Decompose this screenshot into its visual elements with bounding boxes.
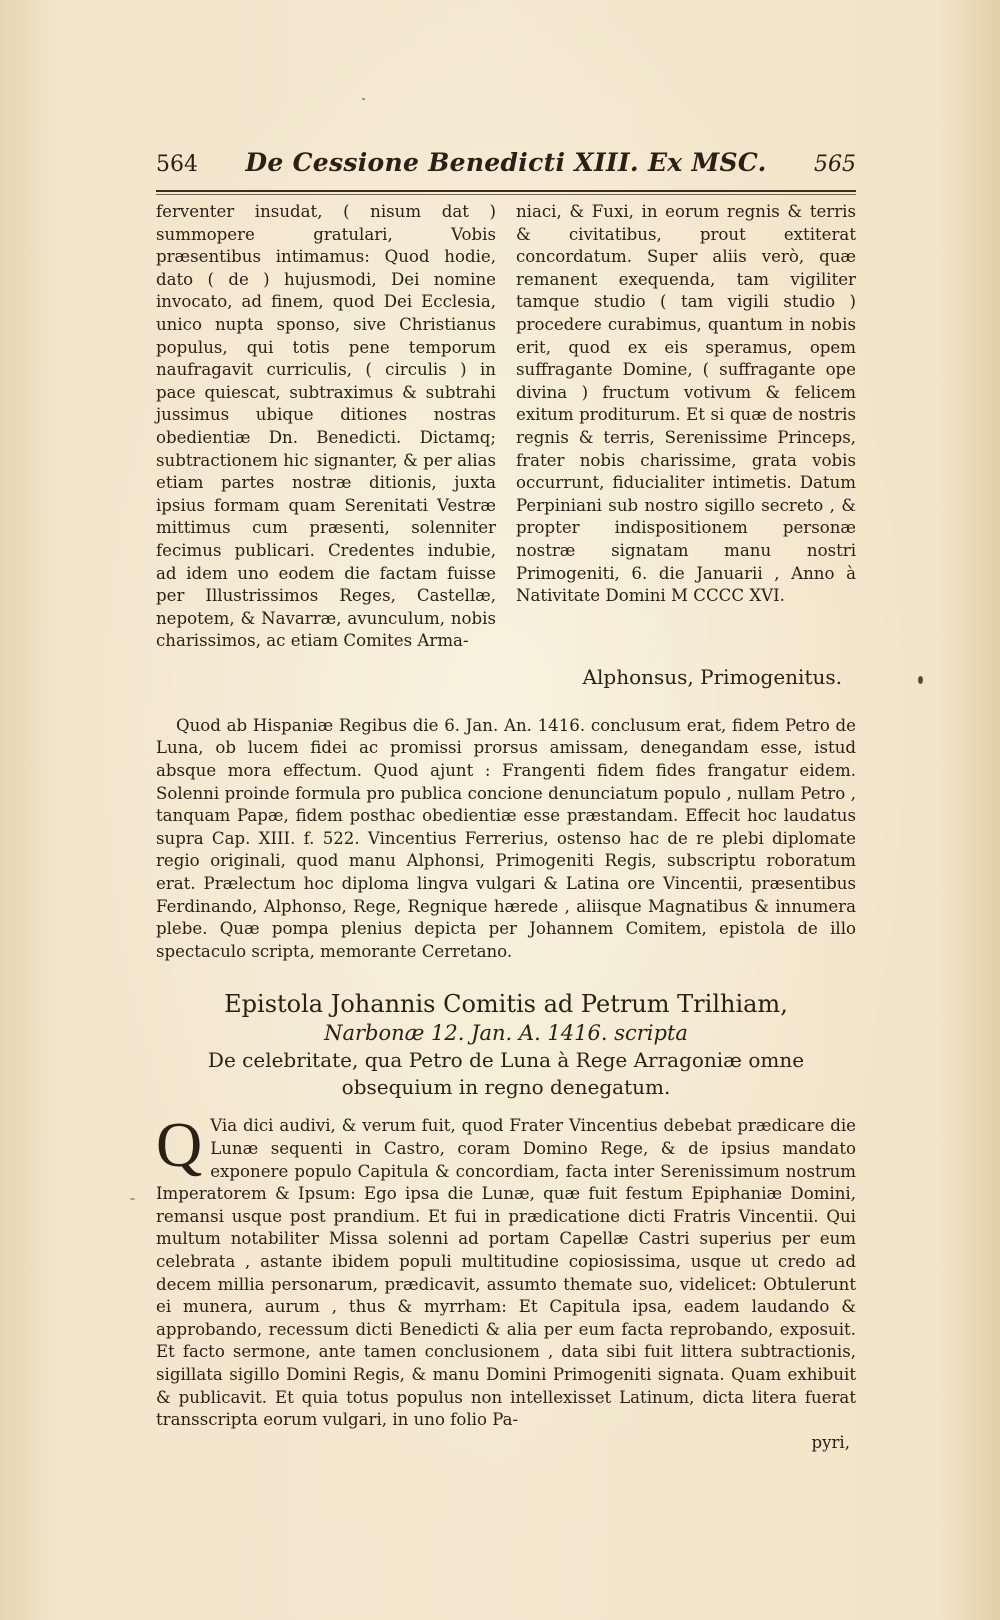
section-description: De celebritate, qua Petro de Luna à Rege Arragoniæ omne obsequium in regno denegatum.	[207, 1048, 805, 1100]
section-title: Epistola Johannis Comitis ad Petrum Trilhiam,	[224, 990, 788, 1019]
left-column	[156, 201, 496, 653]
catchword: pyri,	[811, 1432, 850, 1452]
ink-speck	[362, 98, 365, 100]
header-rule	[156, 190, 856, 192]
page-number-left: 564	[156, 152, 198, 177]
page-number-right: 565	[814, 152, 856, 177]
page-content	[156, 148, 856, 1454]
section-subtitle: Narbonæ 12. Jan. A. 1416. scripta	[324, 1021, 688, 1046]
two-column-text	[156, 201, 856, 653]
commentary-paragraph: Quod ab Hispaniæ Regibus die 6. Jan. An. 1416. conclusum erat, fidem Petro de Luna, ob lucem fidei ac promissi prorsus amissam, denegandam esse, istud absque mora effectum. Quod ajunt : Frangenti fidem fides frangatur eidem. Solenni proinde formula pro publica concione denunciatum populo , nullam Petro , tanquam Papæ, fidem posthac obedientiæ esse præstandam. Effecit hoc laudatus supra Cap. XIII. f. 522. Vincentius Ferrerius, ostenso hac de re plebi diplomate regio originali, quod manu Alphonsi, Primogeniti Regis, subscriptu roboratum erat. Prælectum hoc diploma lingva vulgari & Latina ore Vincentii, præsentibus Ferdinando, Alphonso, Rege, Regnique hærede , aliisque Magnatibus & innumera plebe. Quæ pompa plenius depicta per Johannem Comitem, epistola de illo spectaculo scripta, memorante Cerretano.	[156, 715, 856, 961]
running-title: De Cessione Benedicti XIII. Ex MSC.	[245, 148, 767, 177]
header-rule-thin	[156, 194, 856, 195]
left-column-text: ferventer insudat, ( nisum dat ) summopere gratulari, Vobis præsentibus intimamus: Quod hodie, dato ( de ) hujusmodi, Dei nomine invocato, ad finem, quod Dei Ecclesia, unico nupta sponso, sive Christianus populus, qui totis pene temporum naufragavit curriculis, ( circulis ) in pace quiescat, subtraximus & subtrahi jussimus ubique ditiones nostras obedientiæ Dn. Benedicti. Dictamq; subtractionem hic signanter, & per alias etiam partes nostræ ditionis, juxta ipsius formam quam Serenitati Vestræ mittimus cum præsenti, solenniter fecimus publicari. Credentes indubie, ad idem uno eodem die factam fuisse per Illustrissimos Reges, Castellæ, nepotem, & Navarræ, avunculum, nobis charissimos, ac etiam Comites Arma-	[156, 202, 496, 651]
right-column	[516, 201, 856, 653]
ink-speck	[130, 1198, 135, 1200]
running-head	[156, 148, 856, 188]
drop-cap: Q	[156, 1109, 203, 1181]
signature: Alphonsus, Primogenitus.	[582, 664, 842, 689]
right-column-text: niaci, & Fuxi, in eorum regnis & terris & civitatibus, prout extiterat concordatum. Super aliis verò, quæ remanent exequenda, tam vigiliter tamque studio ( tam vigili studio ) procedere curabimus, quantum in nobis erit, quod ex eis speramus, opem suffragante Domine, ( suffragante ope divina ) fructum votivum & felicem exitum proditurum. Et si quæ de nostris regnis & terris, Serenissime Princeps, frater nobis charissime, grata vobis occurrunt, fiducialiter intimetis. Datum Perpiniani sub nostro sigillo secreto , & propter indispositionem personæ nostræ signatam manu nostri Primogeniti, 6. die Januarii , Anno à Nativitate Domini M CCCC XVI.	[516, 202, 856, 606]
ink-speck	[918, 676, 923, 684]
letter-body	[156, 1109, 856, 1431]
letter-text: Via dici audivi, & verum fuit, quod Frater Vincentius debebat prædicare die Lunæ sequenti in Castro, coram Domino Rege, & de ipsius mandato exponere populo Capitula & concordiam, facta inter Serenissimum nostrum Imperatorem & Ipsum: Ego ipsa die Lunæ, quæ fuit festum Epiphaniæ Domini, remansi usque post prandium. Et fui in prædicatione dicti Fratris Vincentii. Qui multum notabiliter Missa solenni ad portam Capellæ Castri superius per eum celebrata , astante ibidem populi multitudine copiosissima, usque ut credo ad decem millia personarum, prædicavit, assumto themate suo, videlicet: Obtulerunt ei munera, aurum , thus & myrrham: Et Capitula ipsa, eadem laudando & approbando, recessum dicti Benedicti & alia per eum facta reprobando, exposuit. Et facto sermone, ante tamen conclusionem , data sibi fuit littera subtractionis, sigillata sigillo Domini Regis, & manu Domini Primogeniti signata. Quam exhibuit & publicavit. Et quia totus populus non intellexisset Latinum, dicta litera fuerat transscripta eorum vulgari, in uno folio Pa-	[156, 1116, 856, 1430]
